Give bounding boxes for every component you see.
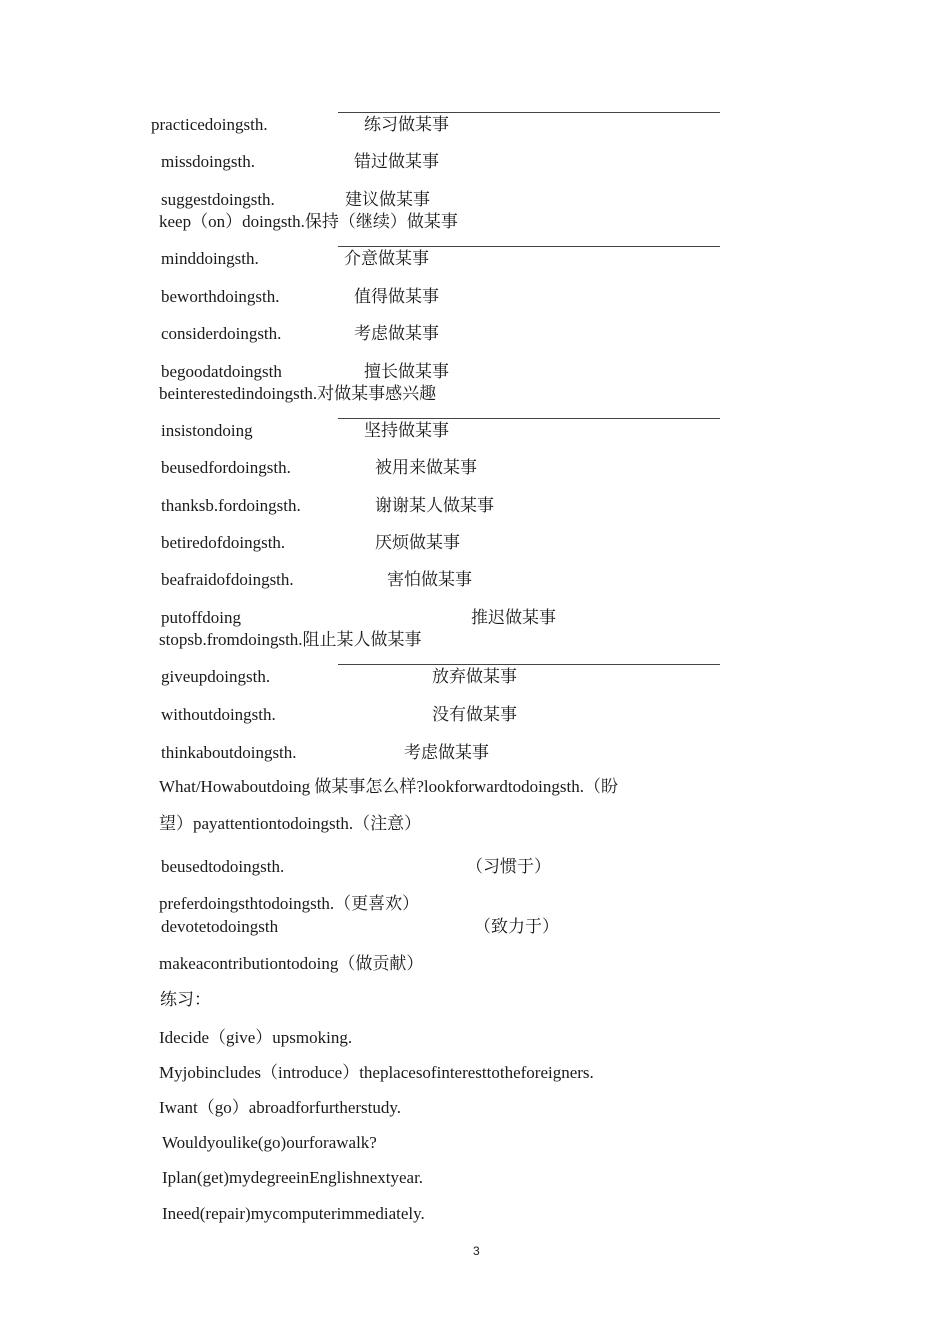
phrase-line: What/Howaboutdoing 做某事怎么样?lookforwardtodoingsth.（盼 (159, 777, 618, 796)
phrase-zh: 介意做某事 (344, 249, 429, 268)
phrase-zh: （致力于） (474, 917, 559, 936)
phrase-en: beusedtodoingsth. (161, 857, 285, 876)
phrase-en: beafraidofdoingsth. (161, 570, 294, 589)
phrase-line: stopsb.fromdoingsth.阻止某人做某事 (159, 630, 422, 649)
phrase-line: beinterestedindoingsth.对做某事感兴趣 (159, 384, 437, 403)
phrase-zh: 没有做某事 (432, 705, 517, 724)
phrase-en: giveupdoingsth. (161, 667, 271, 686)
phrase-en: insistondoing (161, 421, 253, 440)
phrase-en: considerdoingsth. (161, 324, 282, 343)
phrase-zh: 谢谢某人做某事 (375, 496, 494, 515)
exercise-item: Wouldyoulike(go)ourforawalk? (162, 1133, 377, 1152)
phrase-en: suggestdoingsth. (161, 190, 275, 209)
phrase-line: keep（on）doingsth.保持（继续）做某事 (159, 212, 458, 231)
underline-rule (338, 246, 720, 247)
phrase-zh: 坚持做某事 (364, 421, 449, 440)
page-number: 3 (473, 1244, 480, 1258)
phrase-zh: （习惯于） (466, 857, 551, 876)
exercise-item: Iwant（go）abroadforfurtherstudy. (159, 1098, 402, 1117)
exercise-item: Iplan(get)mydegreeinEnglishnextyear. (162, 1168, 424, 1187)
phrase-en: beworthdoingsth. (161, 287, 280, 306)
phrase-en: putoffdoing (161, 608, 241, 627)
phrase-zh: 被用来做某事 (375, 458, 477, 477)
phrase-en: devotetodoingsth (161, 917, 279, 936)
phrase-zh: 推迟做某事 (471, 608, 556, 627)
phrase-line: makeacontributiontodoing（做贡献） (159, 954, 424, 973)
phrase-zh: 擅长做某事 (364, 362, 449, 381)
phrase-line: preferdoingsthtodoingsth.（更喜欢） (159, 894, 420, 913)
underline-rule (338, 112, 720, 113)
phrase-zh: 建议做某事 (345, 190, 430, 209)
phrase-line: 望）payattentiontodoingsth.（注意） (159, 814, 422, 833)
phrase-zh: 值得做某事 (354, 287, 439, 306)
phrase-zh: 厌烦做某事 (375, 533, 460, 552)
phrase-en: beusedfordoingsth. (161, 458, 291, 477)
phrase-en: thanksb.fordoingsth. (161, 496, 301, 515)
phrase-en: practicedoingsth. (151, 115, 268, 134)
phrase-en: thinkaboutdoingsth. (161, 743, 297, 762)
exercise-item: Idecide（give）upsmoking. (159, 1028, 353, 1047)
phrase-zh: 放弃做某事 (432, 667, 517, 686)
exercise-item: Ineed(repair)mycomputerimmediately. (162, 1204, 425, 1223)
underline-rule (338, 418, 720, 419)
phrase-en: withoutdoingsth. (161, 705, 276, 724)
phrase-en: begoodatdoingsth (161, 362, 282, 381)
underline-rule (338, 664, 720, 665)
phrase-zh: 考虑做某事 (404, 743, 489, 762)
phrase-zh: 害怕做某事 (387, 570, 472, 589)
phrase-en: minddoingsth. (161, 249, 259, 268)
phrase-zh: 错过做某事 (354, 152, 439, 171)
exercise-heading: 练习： (160, 990, 211, 1009)
phrase-zh: 考虑做某事 (354, 324, 439, 343)
exercise-item: Myjobincludes（introduce）theplacesofinteresttotheforeigners. (159, 1063, 594, 1082)
phrase-zh: 练习做某事 (364, 115, 449, 134)
phrase-en: betiredofdoingsth. (161, 533, 286, 552)
phrase-en: missdoingsth. (161, 152, 255, 171)
